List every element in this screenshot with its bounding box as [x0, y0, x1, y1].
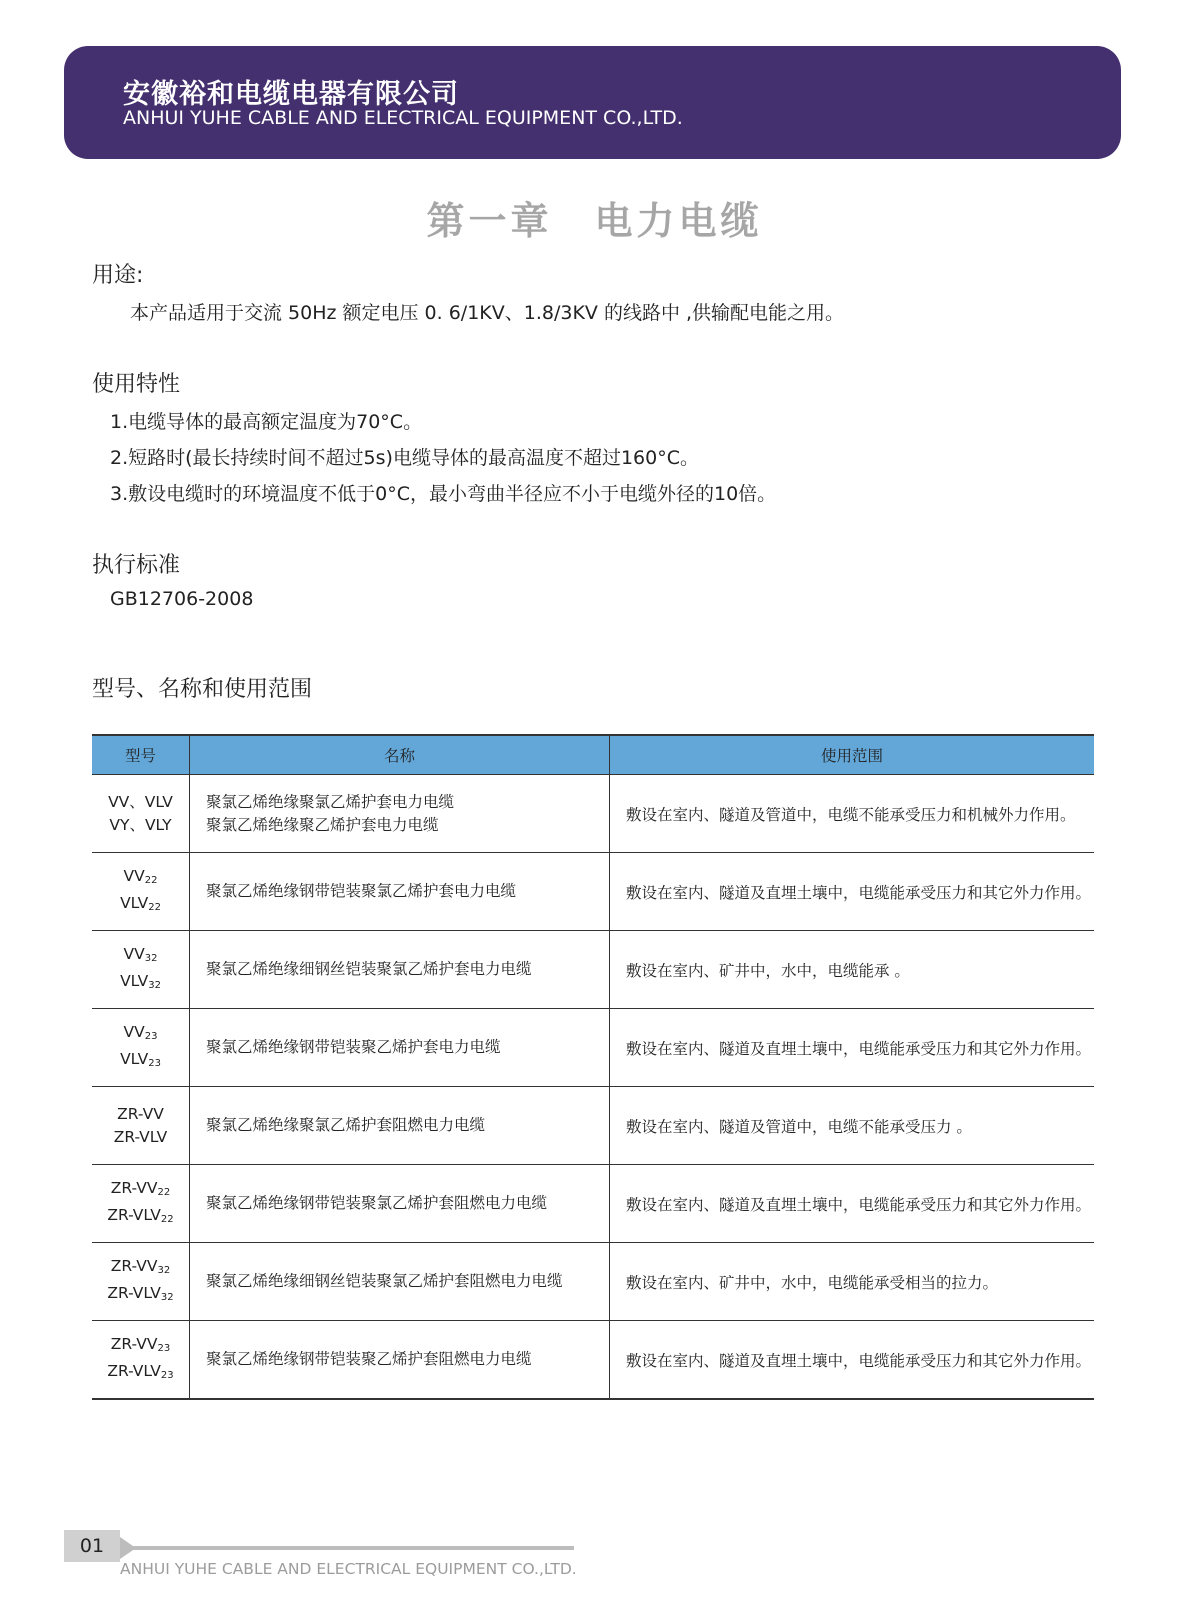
model-code-subscript: 23	[160, 1369, 174, 1381]
model-code-subscript: 23	[144, 1030, 158, 1042]
scope-cell: 敷设在室内、隧道及管道中，电缆不能承受压力和机械外力作用。	[610, 775, 1095, 853]
usage-heading: 用途:	[92, 263, 144, 288]
scope-cell: 敷设在室内、隧道及直埋土壤中，电缆能承受压力和其它外力作用。	[610, 1009, 1095, 1087]
scope-cell: 敷设在室内、隧道及管道中，电缆不能承受压力 。	[610, 1087, 1095, 1165]
column-header-name: 名称	[190, 735, 610, 775]
model-code	[93, 1177, 188, 1204]
model-code-subscript: 22	[144, 874, 158, 886]
name-cell	[190, 775, 610, 853]
standard-value: GB12706-2008	[110, 588, 254, 610]
scope-cell: 敷设在室内、隧道及直埋土壤中，电缆能承受压力和其它外力作用。	[610, 1165, 1095, 1243]
column-header-model: 型号	[92, 735, 190, 775]
model-code-base: VV	[123, 944, 145, 963]
model-cell	[92, 1009, 190, 1087]
model-code	[93, 1360, 188, 1387]
model-code-base: VY、VLY	[109, 815, 172, 834]
table-row	[92, 931, 1094, 1009]
table-row	[92, 1009, 1094, 1087]
model-code-base: ZR-VLV	[107, 1361, 161, 1380]
cable-name: 聚氯乙烯绝缘聚乙烯护套电力电缆	[206, 815, 439, 834]
model-code	[93, 1021, 188, 1048]
model-code-base: ZR-VV	[110, 1256, 158, 1275]
model-code-base: ZR-VLV	[107, 1205, 161, 1224]
table-header-row	[92, 735, 1094, 775]
name-cell	[190, 931, 610, 1009]
model-cell	[92, 1243, 190, 1321]
model-code-base: VV、VLV	[108, 792, 173, 811]
name-cell	[190, 1243, 610, 1321]
model-table	[92, 734, 1094, 1400]
cable-name: 聚氯乙烯绝缘细钢丝铠装聚氯乙烯护套电力电缆	[206, 960, 532, 978]
table-row	[92, 1087, 1094, 1165]
model-code-subscript: 32	[160, 1291, 174, 1303]
footer-arrow-icon	[120, 1537, 136, 1559]
name-cell	[190, 1087, 610, 1165]
chapter-title: 第一章 电力电缆	[426, 199, 763, 243]
model-code	[93, 791, 188, 814]
cable-name: 聚氯乙烯绝缘聚氯乙烯护套电力电缆	[206, 792, 455, 811]
table-row	[92, 1321, 1094, 1400]
model-cell	[92, 1087, 190, 1165]
model-code-base: VLV	[120, 1049, 149, 1068]
cable-name: 聚氯乙烯绝缘钢带铠装聚氯乙烯护套电力电缆	[206, 882, 517, 900]
scope-cell: 敷设在室内、隧道及直埋土壤中，电缆能承受压力和其它外力作用。	[610, 853, 1095, 931]
cable-name: 聚氯乙烯绝缘聚氯乙烯护套阻燃电力电缆	[206, 1116, 486, 1134]
features-heading: 使用特性	[92, 372, 181, 397]
model-code-base: VLV	[120, 971, 149, 990]
model-cell	[92, 931, 190, 1009]
cable-name: 聚氯乙烯绝缘钢带铠装聚乙烯护套电力电缆	[206, 1038, 501, 1056]
company-name-en: ANHUI YUHE CABLE AND ELECTRICAL EQUIPMENT CO.,LTD.	[123, 107, 683, 129]
model-code-base: VLV	[120, 893, 149, 912]
cable-name: 聚氯乙烯绝缘细钢丝铠装聚氯乙烯护套阻燃电力电缆	[206, 1272, 563, 1290]
model-code-subscript: 23	[148, 1057, 161, 1069]
model-code-base: ZR-VLV	[113, 1127, 168, 1146]
table-row	[92, 1165, 1094, 1243]
model-code-subscript: 32	[144, 952, 158, 964]
model-cell	[92, 1321, 190, 1400]
feature-item: 2.短路时(最长持续时间不超过5s)电缆导体的最高温度不超过160°C。	[110, 447, 699, 469]
model-code	[93, 943, 188, 970]
model-code-subscript: 22	[148, 901, 161, 913]
models-heading: 型号、名称和使用范围	[92, 677, 313, 702]
footer-company-name: ANHUI YUHE CABLE AND ELECTRICAL EQUIPMENT CO.,LTD.	[120, 1560, 577, 1578]
model-code-subscript: 22	[157, 1186, 171, 1198]
model-code-base: ZR-VV	[110, 1178, 158, 1197]
model-code	[93, 865, 188, 892]
model-cell	[92, 775, 190, 853]
model-code	[93, 1103, 188, 1126]
model-code-subscript: 32	[148, 979, 161, 991]
table-row	[92, 1243, 1094, 1321]
column-header-scope: 使用范围	[610, 735, 1095, 775]
model-code-base: ZR-VLV	[107, 1283, 161, 1302]
model-code-subscript: 23	[157, 1342, 171, 1354]
model-code-base: ZR-VV	[117, 1104, 164, 1123]
model-code-subscript: 32	[157, 1264, 171, 1276]
table-row	[92, 775, 1094, 853]
page-number: 01	[64, 1530, 120, 1562]
model-code	[93, 1204, 188, 1231]
company-name-cn: 安徽裕和电缆电器有限公司	[123, 79, 459, 110]
footer-bar	[64, 1546, 574, 1550]
scope-cell: 敷设在室内、矿井中，水中，电缆能承受相当的拉力。	[610, 1243, 1095, 1321]
model-code	[93, 1255, 188, 1282]
model-code-base: ZR-VV	[110, 1334, 158, 1353]
standard-heading: 执行标准	[92, 553, 181, 578]
scope-cell: 敷设在室内、矿井中，水中，电缆能承 。	[610, 931, 1095, 1009]
model-cell	[92, 853, 190, 931]
feature-item: 1.电缆导体的最高额定温度为70°C。	[110, 411, 423, 433]
model-cell	[92, 1165, 190, 1243]
model-code	[93, 1333, 188, 1360]
model-code	[93, 1126, 188, 1149]
name-cell	[190, 1009, 610, 1087]
model-code	[93, 814, 188, 837]
name-cell	[190, 853, 610, 931]
model-code	[93, 892, 188, 919]
model-code-base: VV	[123, 1022, 145, 1041]
model-code	[93, 1282, 188, 1309]
cable-name: 聚氯乙烯绝缘钢带铠装聚氯乙烯护套阻燃电力电缆	[206, 1194, 548, 1212]
name-cell	[190, 1165, 610, 1243]
name-cell	[190, 1321, 610, 1400]
model-code	[93, 1048, 188, 1075]
usage-text: 本产品适用于交流 50Hz 额定电压 0. 6/1KV、1.8/3KV 的线路中 ,供输配电能之用。	[130, 302, 845, 324]
model-code	[93, 970, 188, 997]
feature-item: 3.敷设电缆时的环境温度不低于0°C，最小弯曲半径应不小于电缆外径的10倍。	[110, 483, 777, 505]
model-code-subscript: 22	[160, 1213, 174, 1225]
cable-name: 聚氯乙烯绝缘钢带铠装聚乙烯护套阻燃电力电缆	[206, 1350, 532, 1368]
model-code-base: VV	[123, 866, 145, 885]
table-row	[92, 853, 1094, 931]
scope-cell: 敷设在室内、隧道及直埋土壤中，电缆能承受压力和其它外力作用。	[610, 1321, 1095, 1400]
